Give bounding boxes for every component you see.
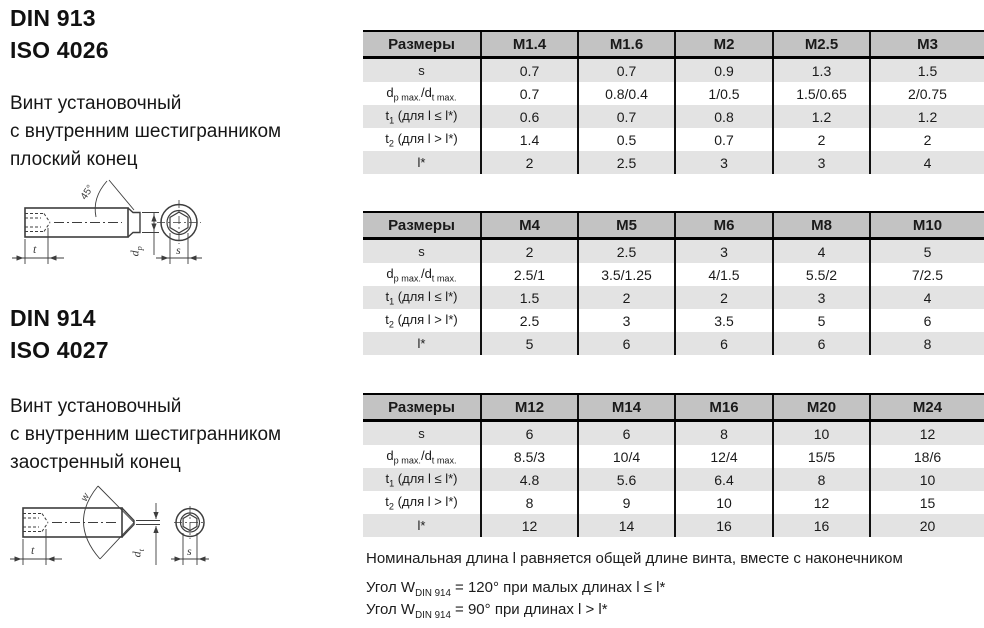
table-row <box>363 445 984 468</box>
standard-heading-din913 <box>10 2 109 66</box>
dimension-table <box>363 393 984 537</box>
dimension-value: 8 <box>773 468 870 491</box>
description-line: с внутренним шестигранником <box>10 121 282 142</box>
dimension-value: 1.5/0.65 <box>773 82 870 105</box>
column-header: M2.5 <box>773 31 870 58</box>
socket-depth-label: t <box>33 242 37 256</box>
dimension-value: 10 <box>773 421 870 446</box>
description-line: Винт установочный <box>10 396 182 417</box>
dimension-value: 8.5/3 <box>481 445 578 468</box>
table-row <box>363 286 984 309</box>
dt-diameter-label: $d_t$ <box>129 549 146 558</box>
table-row <box>363 151 984 174</box>
dimension-value: 10 <box>675 491 773 514</box>
dimension-value: 1.5 <box>481 286 578 309</box>
dimension-value: 4 <box>773 239 870 264</box>
dimension-value: 0.7 <box>578 58 675 83</box>
hex-socket-hidden-lines <box>23 514 48 532</box>
table-row <box>363 468 984 491</box>
dimension-value: 3 <box>578 309 675 332</box>
note-angle-90: Угол $W_{DIN 914} = 90^\circ$ при длинах l > l* <box>366 601 608 621</box>
standard-line: DIN 913 <box>10 5 96 31</box>
row-label: s <box>363 58 481 83</box>
standard-line: DIN 914 <box>10 305 96 331</box>
hex-socket-hidden-lines <box>25 214 50 232</box>
row-label: s <box>363 421 481 446</box>
table-row <box>363 82 984 105</box>
table-row <box>363 105 984 128</box>
dimension-value: 16 <box>773 514 870 537</box>
row-label: $t_2$ (для l > l*) <box>363 309 481 332</box>
dimension-value: 6 <box>773 332 870 355</box>
dimension-value: 4 <box>870 151 984 174</box>
dimension-value: 2 <box>773 128 870 151</box>
dimension-value: 0.5 <box>578 128 675 151</box>
t-dimension-lines <box>10 529 62 565</box>
dimension-value: 0.8 <box>675 105 773 128</box>
dimension-value: 16 <box>675 514 773 537</box>
dimension-value: 2.5 <box>578 151 675 174</box>
dimension-value: 3.5/1.25 <box>578 263 675 286</box>
description-din914 <box>10 393 281 477</box>
dimension-value: 7/2.5 <box>870 263 984 286</box>
column-header: M10 <box>870 212 984 239</box>
dimension-value: 3 <box>675 239 773 264</box>
dimension-value: 15/5 <box>773 445 870 468</box>
column-header: M2 <box>675 31 773 58</box>
dimension-value: 14 <box>578 514 675 537</box>
dimension-value: 1.4 <box>481 128 578 151</box>
row-label: $t_1$ (для l ≤ l*) <box>363 468 481 491</box>
angle-45-label: 45° <box>78 183 97 202</box>
dimension-value: 1/0.5 <box>675 82 773 105</box>
column-header: M6 <box>675 212 773 239</box>
dimension-value: 12 <box>773 491 870 514</box>
din913-drawing-svg <box>8 170 233 292</box>
note-nominal-length: Номинальная длина l равняется общей длине винта, вместе с наконечником <box>366 550 903 567</box>
dimension-value: 5 <box>481 332 578 355</box>
dimension-value: 6 <box>870 309 984 332</box>
column-header: M16 <box>675 394 773 421</box>
table-row <box>363 514 984 537</box>
dimension-value: 10 <box>870 468 984 491</box>
dimension-value: 4.8 <box>481 468 578 491</box>
table-row <box>363 491 984 514</box>
dimension-value: 3.5 <box>675 309 773 332</box>
dimension-value: 2 <box>675 286 773 309</box>
row-label: $t_1$ (для l ≤ l*) <box>363 105 481 128</box>
dimension-value: 3 <box>675 151 773 174</box>
table-row <box>363 239 984 264</box>
dimension-value: 18/6 <box>870 445 984 468</box>
dimension-value: 2 <box>481 151 578 174</box>
dimension-value: 2 <box>481 239 578 264</box>
din914-drawing-svg <box>8 473 233 603</box>
din914-drawing <box>8 473 233 603</box>
row-label: $t_2$ (для l > l*) <box>363 491 481 514</box>
dimension-value: 2.5 <box>481 309 578 332</box>
column-header: M3 <box>870 31 984 58</box>
dp-diameter-label: $d_p$ <box>127 246 144 257</box>
row-label: $d_{p max.}/d_{t max.}$ <box>363 263 481 286</box>
dimension-value: 5 <box>773 309 870 332</box>
column-header: M8 <box>773 212 870 239</box>
socket-depth-label: t <box>31 543 35 557</box>
dimension-value: 0.9 <box>675 58 773 83</box>
dimension-table-m4-m10 <box>363 211 984 355</box>
dimension-value: 0.6 <box>481 105 578 128</box>
row-label: $t_1$ (для l ≤ l*) <box>363 286 481 309</box>
dimension-table-m1_4-m3 <box>363 30 984 174</box>
table-row <box>363 263 984 286</box>
table-corner-header: Размеры <box>363 212 481 239</box>
dimension-value: 0.7 <box>675 128 773 151</box>
dimension-value: 3 <box>773 151 870 174</box>
dimension-table <box>363 211 984 355</box>
description-line: плоский конец <box>10 149 138 170</box>
dimension-value: 6 <box>578 332 675 355</box>
row-label: s <box>363 239 481 264</box>
table-row <box>363 421 984 446</box>
column-header: M12 <box>481 394 578 421</box>
standard-line: ISO 4026 <box>10 37 109 63</box>
dimension-value: 5 <box>870 239 984 264</box>
dimension-value: 0.7 <box>481 58 578 83</box>
description-din913 <box>10 90 281 174</box>
dimension-value: 12/4 <box>675 445 773 468</box>
column-header: M14 <box>578 394 675 421</box>
dimension-value: 1.2 <box>870 105 984 128</box>
standard-heading-din914 <box>10 302 109 366</box>
dimension-value: 6 <box>578 421 675 446</box>
dimension-value: 20 <box>870 514 984 537</box>
dimension-value: 8 <box>675 421 773 446</box>
dimension-value: 4 <box>870 286 984 309</box>
dimension-value: 15 <box>870 491 984 514</box>
angle-leader <box>109 180 134 210</box>
column-header: M4 <box>481 212 578 239</box>
dimension-value: 12 <box>481 514 578 537</box>
din913-drawing <box>8 170 233 292</box>
row-label: l* <box>363 514 481 537</box>
dimension-table <box>363 30 984 174</box>
row-label: l* <box>363 151 481 174</box>
column-header: M20 <box>773 394 870 421</box>
table-corner-header: Размеры <box>363 31 481 58</box>
header-row <box>363 212 984 239</box>
dimension-value: 1.5 <box>870 58 984 83</box>
dimension-value: 4/1.5 <box>675 263 773 286</box>
row-label: $d_{p max.}/d_{t max.}$ <box>363 82 481 105</box>
header-row <box>363 394 984 421</box>
dimension-value: 2 <box>870 128 984 151</box>
column-header: M1.6 <box>578 31 675 58</box>
description-line: Винт установочный <box>10 93 182 114</box>
table-corner-header: Размеры <box>363 394 481 421</box>
dimension-value: 6.4 <box>675 468 773 491</box>
dimension-value: 9 <box>578 491 675 514</box>
angle-w-label: w <box>79 491 93 504</box>
dimension-value: 6 <box>675 332 773 355</box>
row-label: $d_{p max.}/d_{t max.}$ <box>363 445 481 468</box>
dimension-value: 1.3 <box>773 58 870 83</box>
description-line: с внутренним шестигранником <box>10 424 282 445</box>
description-line: заостренный конец <box>10 452 181 473</box>
angle-arc <box>95 181 107 217</box>
column-header: M1.4 <box>481 31 578 58</box>
table-row <box>363 58 984 83</box>
column-header: M5 <box>578 212 675 239</box>
end-view-centerlines <box>157 200 201 245</box>
flat-point <box>128 208 140 237</box>
row-label: $t_2$ (для l > l*) <box>363 128 481 151</box>
hex-width-label: s <box>176 243 181 257</box>
header-row <box>363 31 984 58</box>
dimension-value: 6 <box>481 421 578 446</box>
column-header: M24 <box>870 394 984 421</box>
end-view-centerlines <box>174 506 206 539</box>
dimension-value: 5.6 <box>578 468 675 491</box>
note-angle-120: Угол $W_{DIN 914} = 120^\circ$ при малых длинах l ≤ l* <box>366 579 666 599</box>
dimension-value: 10/4 <box>578 445 675 468</box>
dimension-value: 2.5 <box>578 239 675 264</box>
dimension-value: 12 <box>870 421 984 446</box>
dimension-value: 8 <box>870 332 984 355</box>
dimension-value: 0.7 <box>578 105 675 128</box>
row-label: l* <box>363 332 481 355</box>
dimension-value: 3 <box>773 286 870 309</box>
table-row <box>363 332 984 355</box>
dimension-value: 0.8/0.4 <box>578 82 675 105</box>
dimension-table-m12-m24 <box>363 393 984 537</box>
dimension-value: 2.5/1 <box>481 263 578 286</box>
dimension-value: 2/0.75 <box>870 82 984 105</box>
standard-line: ISO 4027 <box>10 337 109 363</box>
t-dimension-lines <box>12 228 64 264</box>
dimension-value: 5.5/2 <box>773 263 870 286</box>
dimension-value: 1.2 <box>773 105 870 128</box>
table-row <box>363 128 984 151</box>
dimension-value: 2 <box>578 286 675 309</box>
table-row <box>363 309 984 332</box>
dimension-value: 0.7 <box>481 82 578 105</box>
hex-width-label: s <box>187 544 192 558</box>
dimension-value: 8 <box>481 491 578 514</box>
